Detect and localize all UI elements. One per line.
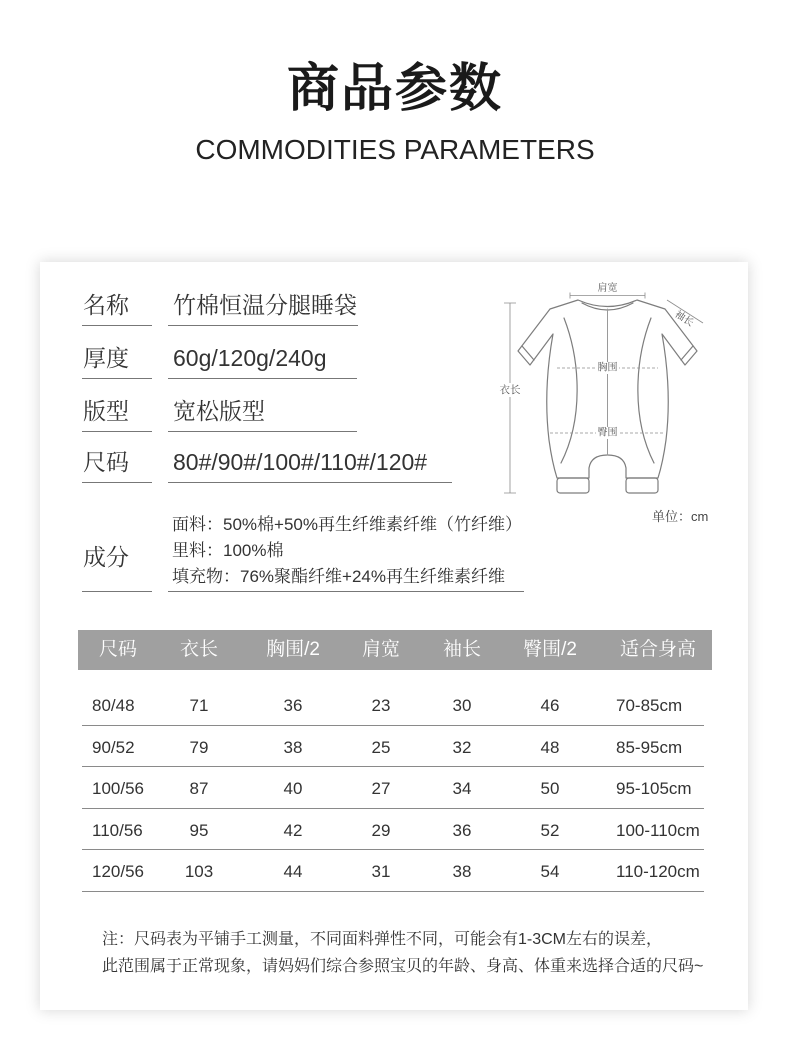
note-line-2: 此范围属于正常现象，请妈妈们综合参照宝贝的年龄、身高、体重来选择合适的尺码~ (102, 958, 704, 975)
cell-size: 80/48 (92, 696, 135, 715)
cell-fit-height: 110-120cm (616, 862, 700, 881)
cell-half-hip: 48 (540, 737, 560, 757)
cell-shoulder: 27 (371, 779, 391, 798)
cell-length: 71 (189, 696, 209, 715)
cell-half-chest: 38 (283, 737, 303, 757)
shoulder-width-label: 肩宽 (597, 283, 618, 294)
right-leg-cuff (626, 478, 658, 493)
cell-shoulder: 25 (371, 737, 391, 757)
left-side-panel (561, 318, 577, 463)
header-sleeve: 袖长 (442, 639, 481, 660)
table-row (78, 809, 712, 851)
chest-label: 胸围 (597, 362, 618, 374)
cell-half-hip: 52 (540, 820, 560, 840)
left-leg-cuff (557, 478, 589, 493)
param-value-fit: 宽松版型 (168, 391, 357, 432)
table-row (78, 726, 712, 768)
size-table-header (78, 630, 712, 670)
cell-fit-height: 85-95cm (616, 737, 683, 757)
cell-half-hip: 50 (540, 779, 560, 798)
header-shoulder: 肩宽 (361, 639, 400, 660)
sleeping-bag-outline-icon (518, 300, 697, 493)
page-title: 商品参数 (286, 60, 503, 118)
sleeve-length-label: 袖长 (672, 308, 696, 330)
cell-fit-height: 95-105cm (616, 779, 692, 798)
cell-half-hip: 46 (540, 696, 560, 715)
cell-sleeve: 30 (452, 696, 472, 715)
cell-half-chest: 40 (283, 779, 303, 798)
cell-shoulder: 31 (371, 862, 391, 881)
cell-size: 120/56 (92, 862, 144, 881)
cell-fit-height: 70-85cm (616, 696, 683, 715)
measurement-lines (504, 293, 703, 494)
cell-length: 79 (189, 737, 209, 757)
header-fit-height: 适合身高 (619, 639, 696, 660)
cell-length: 95 (189, 820, 209, 840)
cell-size: 90/52 (92, 737, 135, 757)
size-table-body (78, 684, 712, 892)
cell-half-chest: 42 (283, 820, 303, 840)
parameters-card (40, 262, 748, 1010)
composition-line-lining: 里料：100%棉 (172, 541, 284, 560)
param-value-thickness: 60g/120g/240g (168, 338, 357, 379)
cell-shoulder: 29 (371, 820, 391, 840)
cell-size: 110/56 (92, 820, 143, 840)
header-size: 尺码 (98, 639, 137, 660)
table-row (78, 850, 712, 892)
cell-length: 87 (189, 779, 209, 798)
body-length-label: 衣长 (499, 384, 521, 396)
param-label-fit: 版型 (82, 391, 152, 432)
cell-size: 100/56 (92, 779, 144, 798)
cell-half-chest: 36 (283, 696, 303, 715)
param-value-size: 80#/90#/100#/110#/120# (168, 442, 452, 483)
cell-half-chest: 44 (283, 862, 303, 881)
cell-half-hip: 54 (540, 862, 560, 881)
cell-sleeve: 36 (452, 820, 472, 840)
param-label-name: 名称 (82, 285, 152, 326)
right-side-panel (638, 318, 654, 463)
cell-sleeve: 38 (452, 862, 472, 881)
cell-length: 103 (184, 862, 214, 881)
garment-diagram (490, 275, 715, 505)
header-length: 衣长 (179, 639, 218, 660)
cell-fit-height: 100-110cm (616, 820, 700, 840)
note-line-1: 注：尺码表为平铺手工测量，不同面料弹性不同，可能会有1-3CM左右的误差， (102, 931, 663, 948)
cell-sleeve: 32 (452, 737, 472, 757)
unit-label: 单位：cm (652, 509, 709, 524)
composition-line-fabric: 面料：50%棉+50%再生纤维素纤维（竹纤维） (172, 515, 522, 534)
cell-shoulder: 23 (371, 696, 391, 715)
param-label-size: 尺码 (82, 442, 152, 483)
header-half-chest: 胸围/2 (266, 639, 320, 660)
body-length-line (504, 303, 516, 493)
composition-line-filling: 填充物：76%聚酯纤维+24%再生纤维素纤维 (172, 567, 505, 586)
page-subtitle: COMMODITIES PARAMETERS (195, 134, 595, 165)
hip-label: 臀围 (597, 427, 618, 439)
size-notes (102, 926, 742, 980)
param-label-composition: 成分 (82, 523, 152, 592)
param-value-name: 竹棉恒温分腿睡袋 (168, 285, 358, 326)
param-label-thickness: 厚度 (82, 338, 152, 379)
cell-sleeve: 34 (452, 779, 472, 798)
param-value-composition (168, 512, 524, 592)
header-half-hip: 臀围/2 (523, 639, 577, 660)
table-row (78, 684, 712, 726)
table-row (78, 767, 712, 809)
